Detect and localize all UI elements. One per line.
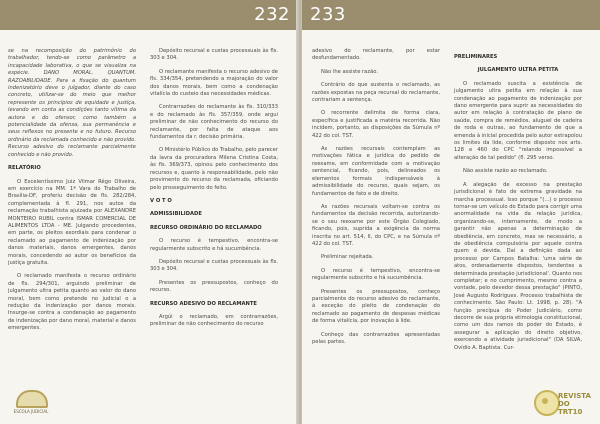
journal-brand	[534, 388, 594, 416]
paragraph: O recurso é tempestivo, encontra-se regularmente subscrito e há sucumbência.	[150, 238, 278, 252]
text-column	[312, 48, 440, 352]
paragraph: O reclamado manifesta o recurso ordinário de fls. 294/301, arguindo preliminar de julgamento ultra petita quanto ao valor do dano moral, bem como pretende no judicial o a redução da indenização por danos morais. Insurge-se contra a condenação ao pagamento de indenização por dano moral, material e danos emergentes.	[8, 273, 136, 332]
paragraph: Conheço das contrarrazões apresentadas pelas partes.	[312, 331, 440, 345]
paragraph: Argúi o reclamado, em contrarrazões, preliminar de não conhecimento do recurso	[150, 313, 278, 328]
seal-icon	[534, 390, 560, 416]
page-number: 232	[254, 4, 290, 25]
logo-caption: ESCOLA JUDICIAL	[13, 409, 49, 414]
paragraph: O reclamante manifesta o recurso adesivo de fls. 334/354, pretendendo a majoração do valor dos danos morais, bem como a condenação vitalícia do custeio das necessidades médicas.	[150, 68, 278, 98]
paragraph: A alegação de excesso na prestação jurisdicional é fato de extrema gravidade na marcha processual. Isso porque "(...) o processo tornar-se um veículo do Estado para corrigir uma anormalidade na vida da relação jurídica, organizando-se, internamente, de modo a garantir não apenas a determinação de obediência, em concreto, mas se necessário, a de obediência compulsória por aquele contra quem é devida. Daí a definição dada ao processo por Campos Batalha: 'uma série de atos, ordenadamente dispostos, tendentes a determinada prestação jurisdicional'. Quanto nos completar; e no cumprimento, mesmo contra a vontade, pelo devedor dessa prestação" (PINTO, José Augusto Rodrigues. Processo trabalhista de conhecimento. São Paulo: Lt. 1998, p. 28). "A função precípua do Poder Judiciário, como decorre de sua própria etimologia constitucional, como um dos ramos do poder do Estado, é assegurar a aplicação do direito objetivo, exercendo a atividade jurisdicional" (DA SILVA, Ovídio A. Baptista. Cur-	[454, 181, 582, 351]
paragraph: Não lhe assiste razão.	[321, 68, 378, 75]
page-number: 233	[310, 4, 346, 25]
left-page	[0, 0, 298, 424]
page-header-band	[302, 0, 600, 30]
section-heading: RECURSO ADESIVO DO RECLAMANTE	[150, 300, 257, 307]
section-heading: V O T O	[150, 197, 172, 204]
section-heading: JULGAMENTO ULTRA PETITA	[477, 67, 559, 74]
text-column	[454, 48, 582, 358]
paragraph: Preliminar rejeitada.	[321, 254, 374, 261]
paragraph: Contrarrazões do reclamante às fls. 310/333 e do reclamado às fls. 357/359, onde argui preliminar de não conhecimento do recurso do reclamante, por falta de ataque aos fundamentos da r. decisão primária.	[150, 104, 278, 141]
paragraph: O recurso é tempestivo, encontra-se regularmente subscrito e há sucumbência.	[312, 267, 440, 282]
text-column	[8, 48, 136, 339]
school-logo	[6, 390, 56, 414]
paragraph: O Excelentíssimo Juiz Vilmar Rêgo Oliveira, em exercício na MM. 1ª Vara do Trabalho de Brasília-DF, proferiu decisão de fls. 282/284, complementada à fl. 291, nos autos da reclamação trabalhista ajuizada por ALEXANDRE MONTEIRO RUBIL contra ISMAR COMERCIAL DE ALIMENTOS LTDA - ME. Julgando procedentes, em parte, os pleitos exordiais para condenar o reclamado ao pagamento de indenização por danos materiais, danos emergentes, danos morais, concedendo ao autor os benefícios da justiça gratuita.	[8, 178, 136, 266]
paragraph: Depósito recursal e custas processuais às fls. 303 e 304.	[150, 258, 278, 273]
paragraph: As razões recursais voltam-se contra os fundamentos da decisão recorrida, autorizando-se o seu reexame por este Órgão Colegiado, ficando, pois, suprida a exigência da norma inscrita no art. 514, II, do CPC, e na Súmula nº 422 do col. TST.	[312, 203, 440, 247]
paragraph: O recorrente delimita de forma clara, específica e justificada a matéria recorrida. Não incidem, portanto, as disposições da Súmula nº 422 do col. TST.	[312, 110, 440, 139]
section-heading: ADMISSIBILIDADE	[150, 211, 202, 218]
paragraph: Contrário do que sustenta o reclamado, as razões expostas na peça recursal do reclamante, contrariam a sentença.	[312, 82, 440, 104]
logo-mark-icon	[16, 390, 48, 408]
paragraph: se na recomposição do patrimônio do trabalhador, tendo-se como parâmetro a incapacidade laborativa, o que se visualiza na espécie. DANO MORAL. QUANTUM. RAZOABILIDADE. Para a fixação do quantum indenizatório deve o julgador, diante do caso concreto, utilizar-se do meio que melhor represente os princípios de equidade e justiça, levando em conta as condições tanto vítima da autora e do ofensor, como também a potencialidade da ofensa, sua permanência e seus reflexos no presente e no futuro. Recurso ordinário da reclamada conhecido e não provido. Recurso adesivo do reclamante parcialmente conhecido e não provido.	[8, 48, 136, 158]
paragraph: Não assiste razão ao reclamado.	[463, 168, 548, 175]
brand-text	[558, 392, 594, 416]
section-heading: RELATÓRIO	[8, 165, 41, 172]
paragraph: adesivo do reclamante, por estar desfundamentado.	[312, 48, 440, 62]
paragraph: As razões recursais contemplam as motivações fática e jurídica do pedido de reexame, em conformidade com a motivação sentencial, ficando, pois, delineados os elementos formais indispensáveis à admissibilidade do recurso, quais sejam, os fundamentos de fato e de direito.	[312, 146, 440, 197]
paragraph: Depósito recursal e custas processuais às fls. 303 e 304.	[150, 48, 278, 62]
paragraph: O reclamado suscita a existência de julgamento ultra petita em relação à sua condenação ao pagamento de indenização por dano emergente para suprir as necessidades do autor em relação à contratação de plano de saúde, compra de remédios, aluguel de cadeira de roda e outras, ao fundamento de que a emenda à inicial procedida pelo autor extrapolou os limites da lide, conforme disposto nos arts. 128 e 460 do CPC "relando impossível a alteração de tal pedido" (fl. 295 verso.	[454, 80, 582, 161]
brand-line: REVISTA	[558, 392, 591, 400]
page-header-band	[0, 0, 298, 30]
brand-line: DO TRT10	[558, 400, 583, 416]
paragraph: Presentes os pressupostos, conheço do recurso.	[150, 279, 278, 294]
section-heading: PRELIMINARES	[454, 54, 498, 60]
paragraph: O Ministério Público do Trabalho, pelo parecer da lavra da procuradora Milena Cristina Costa, às fls. 369/373, opinou pelo conhecimento dos recursos e, quanto à responsabilidade, pelo não provimento do recurso da reclamada, oficiando pelo prosseguimento do feito.	[150, 147, 278, 191]
right-page	[302, 0, 600, 424]
text-column	[150, 48, 278, 335]
section-heading: RECURSO ORDINÁRIO DO RECLAMADO	[150, 224, 262, 231]
paragraph: Presentes os pressupostos, conheço parcialmente do recurso adesivo do reclamante, à exceção do pleito de condenação do reclamado ao pagamento de despesas médicas de forma vitalícia, por inovação à lide.	[312, 288, 440, 325]
